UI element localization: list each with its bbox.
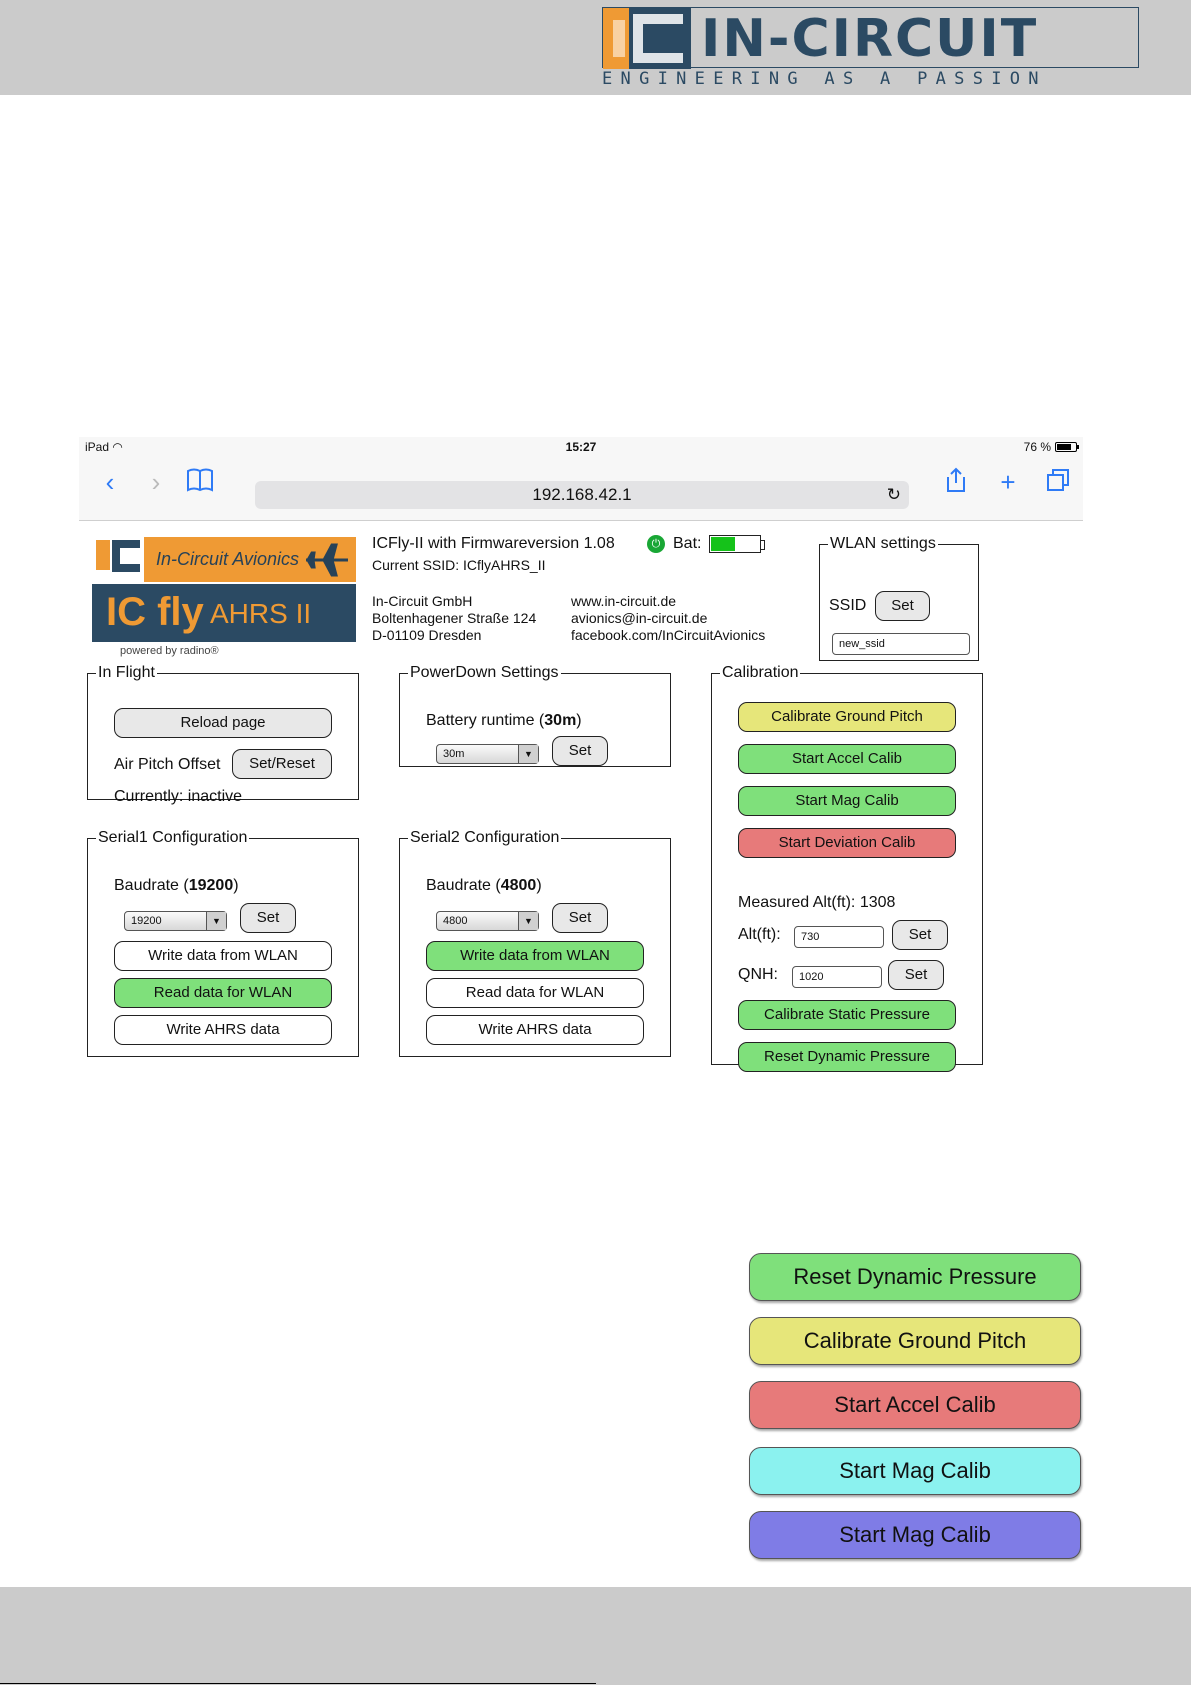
footer-rule [0, 1683, 596, 1684]
url-text: 192.168.42.1 [532, 485, 632, 504]
ic-small-logo-icon [92, 537, 144, 582]
serial2-write-wlan-button[interactable]: Write data from WLAN [426, 941, 644, 971]
avionics-banner [144, 537, 356, 582]
battery-percent: 76 % [1023, 440, 1051, 454]
calibrate-static-pressure-button[interactable]: Calibrate Static Pressure [738, 1000, 956, 1030]
serial1-group [87, 829, 359, 1057]
serial1-read-wlan-button[interactable]: Read data for WLAN [114, 978, 332, 1008]
dropdown-arrow-icon: ▼ [518, 745, 538, 763]
runtime-set-button[interactable]: Set [552, 736, 608, 766]
battery-label: Bat: [673, 535, 702, 552]
product-name: IC fly [106, 590, 204, 634]
reload-page-button[interactable]: Reload page [114, 708, 332, 738]
legend-start-mag-calib-cyan: Start Mag Calib [749, 1447, 1081, 1495]
address-line: Boltenhagener Straße 124 [372, 610, 537, 626]
power-plug-icon: ⏻ [647, 535, 665, 553]
status-time: 15:27 [565, 440, 597, 454]
legend-start-accel-calib: Start Accel Calib [749, 1381, 1081, 1429]
bookmarks-icon[interactable] [185, 467, 215, 497]
address-line: D-01109 Dresden [372, 627, 482, 643]
serial2-legend: Serial2 Configuration [410, 829, 560, 846]
wifi-icon: ◠ [112, 440, 123, 454]
forward-icon[interactable]: › [151, 467, 161, 497]
start-accel-calib-button[interactable]: Start Accel Calib [738, 744, 956, 774]
avionics-tagline: In-Circuit Avionics [156, 549, 300, 569]
brand-slogan: ENGINEERING AS A PASSION [602, 69, 1047, 89]
qnh-label: QNH: [738, 966, 778, 983]
facebook-link[interactable]: facebook.com/InCircuitAvionics [571, 627, 766, 643]
wlan-settings-group [819, 535, 979, 661]
pitch-status: Currently: inactive [114, 788, 243, 805]
in-flight-legend: In Flight [98, 664, 155, 681]
legend-start-mag-calib-blue: Start Mag Calib [749, 1511, 1081, 1559]
ipad-screenshot [79, 437, 1083, 1189]
battery-gauge [709, 535, 761, 553]
address-line: In-Circuit GmbH [372, 593, 473, 609]
company-address [372, 593, 536, 644]
company-contacts [571, 593, 765, 644]
browser-toolbar [79, 457, 1083, 521]
air-pitch-label: Air Pitch Offset [114, 756, 221, 773]
serial2-set-button[interactable]: Set [552, 903, 608, 933]
product-logo-top [92, 537, 356, 582]
share-icon[interactable] [941, 467, 971, 497]
measured-altitude: Measured Alt(ft): 1308 [738, 894, 896, 911]
serial1-set-button[interactable]: Set [240, 903, 296, 933]
serial2-read-wlan-button[interactable]: Read data for WLAN [426, 978, 644, 1008]
product-logo-bottom [92, 584, 356, 642]
qnh-set-button[interactable]: Set [888, 960, 944, 990]
serial2-baud-select[interactable]: 4800 ▼ [436, 911, 539, 931]
logo-frame [602, 7, 1139, 68]
in-flight-group [87, 664, 359, 805]
legend-reset-dynamic-pressure: Reset Dynamic Pressure [749, 1253, 1081, 1301]
battery-runtime-label: Battery runtime (30m) [426, 712, 582, 729]
dropdown-arrow-icon: ▼ [518, 912, 538, 930]
ssid-set-button[interactable]: Set [875, 591, 930, 621]
powerdown-legend: PowerDown Settings [410, 664, 559, 681]
serial1-legend: Serial1 Configuration [98, 829, 248, 846]
brand-name: IN-CIRCUIT [701, 9, 1039, 69]
altitude-input[interactable]: 730 [794, 926, 884, 948]
document-header [0, 0, 1191, 95]
serial1-baudrate-label: Baudrate (19200) [114, 877, 239, 894]
email-link[interactable]: avionics@in-circuit.de [571, 610, 708, 626]
powerdown-group [399, 664, 671, 767]
document-footer [0, 1587, 1191, 1685]
dropdown-arrow-icon: ▼ [206, 912, 226, 930]
status-carrier: iPad ◠ [85, 440, 123, 454]
battery-icon [1055, 442, 1077, 452]
serial1-baud-select[interactable]: 19200 ▼ [124, 911, 227, 931]
powered-by: powered by radino® [120, 645, 219, 657]
website-link[interactable]: www.in-circuit.de [571, 593, 677, 609]
ic-logo-mark-icon [603, 8, 691, 69]
ssid-label: SSID [829, 597, 867, 614]
serial2-write-ahrs-button[interactable]: Write AHRS data [426, 1015, 644, 1045]
calibration-group [711, 664, 983, 1065]
ssid-input[interactable]: new_ssid [832, 633, 970, 655]
serial2-group [399, 829, 671, 1057]
altitude-set-button[interactable]: Set [892, 920, 948, 950]
reset-dynamic-pressure-button[interactable]: Reset Dynamic Pressure [738, 1042, 956, 1072]
calibrate-ground-pitch-button[interactable]: Calibrate Ground Pitch [738, 702, 956, 732]
new-tab-icon[interactable]: + [1000, 467, 1016, 497]
altitude-label: Alt(ft): [738, 926, 781, 943]
wlan-legend: WLAN settings [830, 535, 936, 552]
url-field[interactable] [255, 481, 909, 509]
web-page [79, 521, 1083, 1189]
qnh-input[interactable]: 1020 [792, 966, 882, 988]
serial1-write-ahrs-button[interactable]: Write AHRS data [114, 1015, 332, 1045]
tabs-icon[interactable] [1043, 467, 1073, 497]
in-circuit-logo [602, 7, 1139, 89]
firmware-title: ICFly-II with Firmwareversion 1.08 [372, 535, 615, 552]
status-bar [79, 437, 1083, 457]
serial2-baudrate-label: Baudrate (4800) [426, 877, 542, 894]
legend-calibrate-ground-pitch: Calibrate Ground Pitch [749, 1317, 1081, 1365]
airplane-icon [304, 541, 350, 579]
start-deviation-calib-button[interactable]: Start Deviation Calib [738, 828, 956, 858]
current-ssid: Current SSID: ICflyAHRS_II [372, 557, 546, 573]
status-battery [1024, 440, 1077, 454]
set-reset-button[interactable]: Set/Reset [232, 749, 332, 779]
back-icon[interactable]: ‹ [105, 467, 115, 497]
battery-indicator [647, 535, 761, 553]
product-subtitle: AHRS II [210, 598, 312, 629]
serial1-write-wlan-button[interactable]: Write data from WLAN [114, 941, 332, 971]
start-mag-calib-button[interactable]: Start Mag Calib [738, 786, 956, 816]
calibration-legend: Calibration [722, 664, 799, 681]
runtime-select[interactable]: 30m ▼ [436, 744, 539, 764]
reload-icon[interactable]: ↻ [886, 485, 901, 504]
